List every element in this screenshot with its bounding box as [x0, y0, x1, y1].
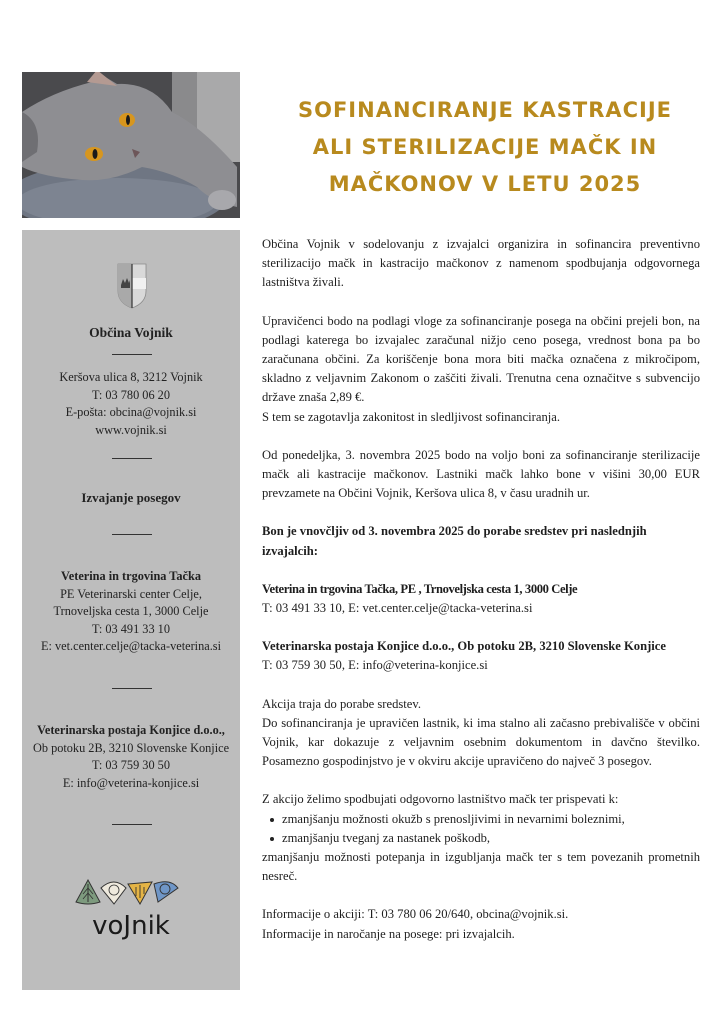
provider-1-email[interactable]: E: vet.center.celje@tacka-veterina.si: [41, 639, 221, 653]
sidebar-address: Keršova ulica 8, 3212 Vojnik: [59, 370, 203, 384]
provider-2-name: Veterinarska postaja Konjice d.o.o.,: [37, 723, 225, 737]
provider-1-line1: PE Veterinarski center Celje,: [60, 586, 202, 601]
sidebar-website[interactable]: www.vojnik.si: [95, 422, 167, 437]
paragraph-vouchers: Od ponedeljka, 3. novembra 2025 bodo na voljo boni za sofinanciranje sterilizacije mačk ali kastracije mačkonov. Lastniki mačk lahko bone v višini 30,00 EUR prevzamete na Občini Vojnik, Keršova ulica 8, v času uradnih ur.: [262, 447, 700, 501]
document-title: [262, 92, 708, 203]
provider-2-phone: T: 03 759 30 50: [92, 758, 170, 772]
provider-1-title: Veterina in trgovina Tačka, PE , Trnoveljska cesta 1, 3000 Celje: [262, 581, 578, 596]
divider: [112, 688, 152, 689]
vojnik-logo: [74, 874, 189, 942]
divider: [112, 458, 152, 459]
sidebar: [22, 230, 240, 990]
info-booking: Informacije in naročanje na posege: pri izvajalcih.: [262, 926, 515, 941]
divider: [112, 824, 152, 825]
sidebar-org-name: Občina Vojnik: [89, 325, 173, 340]
main-content: [262, 235, 700, 944]
info-campaign: Informacije o akciji: T: 03 780 06 20/640, obcina@vojnik.si.: [262, 907, 569, 922]
sidebar-phone: T: 03 780 06 20: [92, 387, 170, 402]
sidebar-org-contact: [22, 369, 240, 439]
paragraph-legality: S tem se zagotavlja zakonitost in sledljivost sofinanciranja.: [262, 409, 560, 424]
list-item: zmanjšanju možnosti okužb s prenosljivimi in nevarnimi boleznimi,: [262, 810, 700, 829]
provider-1-line2: Trnoveljska cesta 1, 3000 Celje: [53, 604, 209, 618]
logo-text: voJnik: [92, 911, 170, 941]
paragraph-intro: Občina Vojnik v sodelovanju z izvajalci organizira in sofinancira preventivno sterilizacijo mačk in kastracijo mačkonov z namenom spodbujanja odgovornega lastništva živali.: [262, 237, 700, 290]
title-line-3: MAČKONOV V LETU 2025: [328, 172, 642, 196]
provider-2-line1: Ob potoku 2B, 3210 Slovenske Konjice: [32, 740, 230, 755]
title-line-1: SOFINANCIRANJE KASTRACIJE: [297, 98, 672, 122]
goals-list: [262, 810, 700, 848]
sidebar-section-heading: Izvajanje posegov: [81, 490, 181, 505]
coat-of-arms-icon: [117, 263, 147, 309]
paragraph-duration: Akcija traja do porabe sredstev.: [262, 696, 421, 711]
paragraph-conditions: Do sofinanciranja je upravičen lastnik, ki ima stalno ali začasno prebivališče v občini Vojnik, kar dokazuje z veljavnim osebnim dokumentom in davčno številko. Posamezno gospodinjstvo je v okviru akcije upravičeno do največ 3 posegov.: [262, 715, 700, 769]
paragraph-eligibility: Upravičenci bodo na podlagi vloge za sofinanciranje posega na občini prejeli bon, na podlagi katerega bo izvajalec zaračunal nižjo ceno posega, vrednost bona pa bo zaračunana občini. Za koriščenje bona mora biti mačka označena z mikročipom, skladno z veljavnim Zakonom o zaščiti živali. Trenutna cena označitve s subvencijo države znaša 2,89 €.: [262, 313, 700, 405]
provider-2-email[interactable]: E: info@veterina-konjice.si: [62, 775, 200, 790]
cat-illustration: [22, 72, 240, 218]
paragraph-goals-continued: zmanjšanju možnosti potepanja in izgubljanja mačk ter s tem povezanih prometnih nesreč.: [262, 850, 700, 884]
title-line-2: ALI STERILIZACIJE MAČK IN: [312, 135, 658, 159]
provider-2-contact: T: 03 759 30 50, E: info@veterina-konjice.si: [262, 658, 488, 673]
provider-1-contact: T: 03 491 33 10, E: vet.center.celje@tacka-veterina.si: [262, 601, 533, 616]
paragraph-redeemable: Bon je vnovčljiv od 3. novembra 2025 do porabe sredstev pri naslednjih izvajalcih:: [262, 524, 647, 558]
cat-photo: [22, 72, 240, 218]
paragraph-goals: Z akcijo želimo spodbujati odgovorno lastništvo mačk ter prispevati k:: [262, 792, 619, 807]
divider: [112, 534, 152, 535]
provider-1-phone: T: 03 491 33 10: [92, 621, 170, 636]
sidebar-email[interactable]: E-pošta: obcina@vojnik.si: [65, 405, 197, 419]
provider-1-name: Veterina in trgovina Tačka: [61, 569, 201, 583]
list-item: zmanjšanju tveganj za nastanek poškodb,: [262, 829, 700, 848]
sidebar-provider-2: [22, 722, 240, 792]
sidebar-provider-1: [22, 568, 240, 656]
provider-2-title: Veterinarska postaja Konjice d.o.o., Ob potoku 2B, 3210 Slovenske Konjice: [262, 639, 666, 654]
divider: [112, 354, 152, 355]
